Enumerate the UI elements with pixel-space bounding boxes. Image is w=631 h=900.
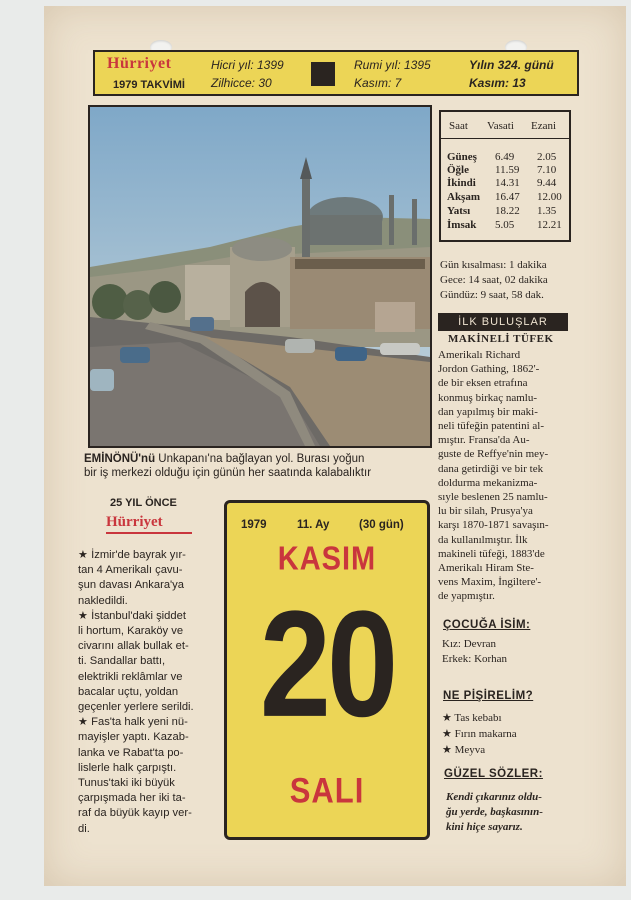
divider [441, 138, 569, 139]
brand-logo-small: Hürriyet [106, 514, 163, 530]
list-item: ★ Meyva [442, 744, 486, 756]
weekday: SALI [289, 770, 365, 811]
year: 1979 [241, 519, 267, 531]
table-row: İmsak 5.05 12.21 [447, 219, 562, 231]
photo-caption [84, 452, 434, 480]
hijri-month: Zilhicce: 30 [211, 76, 272, 90]
gregorian-day: Kasım: 13 [469, 76, 526, 90]
table-row: Yatsı 18.22 1.35 [447, 205, 557, 217]
caption-place: EMİNÖNÜ'nü [84, 453, 156, 465]
table-row: Öğle 11.59 7.10 [447, 164, 557, 176]
month-name: KASIM [277, 540, 377, 578]
quote-title: GÜZEL SÖZLER: [444, 768, 543, 780]
past-label: 25 YIL ÖNCE [110, 497, 177, 509]
header-bar [93, 50, 579, 96]
month-number: 11. Ay [297, 519, 330, 531]
day-number: 20 [259, 580, 395, 749]
black-square [311, 62, 335, 86]
city-photo [88, 105, 432, 448]
list-item: ★ Fırın makarna [442, 728, 517, 740]
past-news: ★ İzmir'de bayrak yır- tan 4 Amerikalı çavu- şun davası Ankara'ya nakledildi. ★ İstanbul'daki şiddet li hortum, Karaköy ve civarını allak bullak et- ti. Sandallar battı, elektrikli reklâmlar ve bacalar uçtu, yoldan geçenler yerlere serildi. ★ Fas'ta halk yeni nü- mayişler yaptı. Kazab- lanka ve Rabat'ta po- lislerle halk çarpıştı. Tunus'taki iki büyük çarpışmada her iki ta- raf da büyük kayıp ver- di. [78, 549, 194, 835]
section-band-firsts: İLK BULUŞLAR [438, 313, 568, 331]
child-names [442, 637, 507, 667]
eminonu-street-image [90, 107, 430, 446]
rumi-month: Kasım: 7 [354, 76, 402, 90]
hijri-year: Hicri yıl: 1399 [211, 58, 284, 72]
logo-underline [106, 532, 192, 534]
table-row: Güneş 6.49 2.05 [447, 151, 557, 163]
caption-line-2: bir iş merkezi olduğu için günün her saatında kalabalıktır [84, 467, 372, 479]
night-length: Gece: 14 saat, 02 dakika [440, 274, 548, 286]
day-length-info [440, 258, 548, 303]
calendar-label: 1979 TAKVİMİ [113, 79, 185, 91]
boy-name: Erkek: Korhan [442, 653, 508, 665]
days-in-month: (30 gün) [359, 519, 404, 531]
rumi-year: Rumi yıl: 1395 [354, 58, 431, 72]
brand-logo: Hürriyet [107, 55, 172, 72]
child-names-title: ÇOCUĞA İSİM: [443, 619, 531, 631]
table-row: Akşam 16.47 12.00 [447, 191, 562, 203]
recipe-title: NE PİŞİRELİM? [443, 690, 534, 702]
day-of-year: Yılın 324. günü [469, 58, 554, 72]
col-header: Vasati [487, 120, 514, 132]
recipe-list [442, 710, 517, 758]
quote-body: Kendi çıkarınız oldu- ğu yerde, başkasının- kini hiçe sayarız. [446, 791, 543, 833]
day-length: Gündüz: 9 saat, 58 dak. [440, 289, 544, 301]
article-body: Amerikalı Richard Jordon Gathing, 1862'- de bir eksen etrafına konmuş birkaç namlu- dan yapılmış bir maki- neli tüfeğin patentini al- mıştır. Fransa'da Au- guste de Reffye'nin mey- dana getirdiği ve bir tek doldurma mekanizma- sıyle beslenen 25 namlu- lu bir silah, Prusya'ya karşı 1870-1871 savaşın- da kullanılmıştır. İlk makineli tüfeği, 1883'de Amerikalı Hiram Ste- vens Maxim, İngiltere'- de yapmıştır. [438, 349, 549, 603]
article-title: MAKİNELİ TÜFEK [448, 333, 554, 345]
table-row: İkindi 14.31 9.44 [447, 177, 557, 189]
girl-name: Kız: Devran [442, 638, 497, 650]
list-item: ★ Tas kebabı [442, 712, 502, 724]
date-block [224, 500, 430, 840]
col-header: Ezani [531, 120, 557, 132]
caption-line-1: Unkapanı'na bağlayan yol. Burası yoğun [155, 453, 365, 465]
col-header: Saat [449, 120, 468, 132]
prayer-times-table [439, 110, 571, 242]
day-shortening: Gün kısalması: 1 dakika [440, 259, 547, 271]
